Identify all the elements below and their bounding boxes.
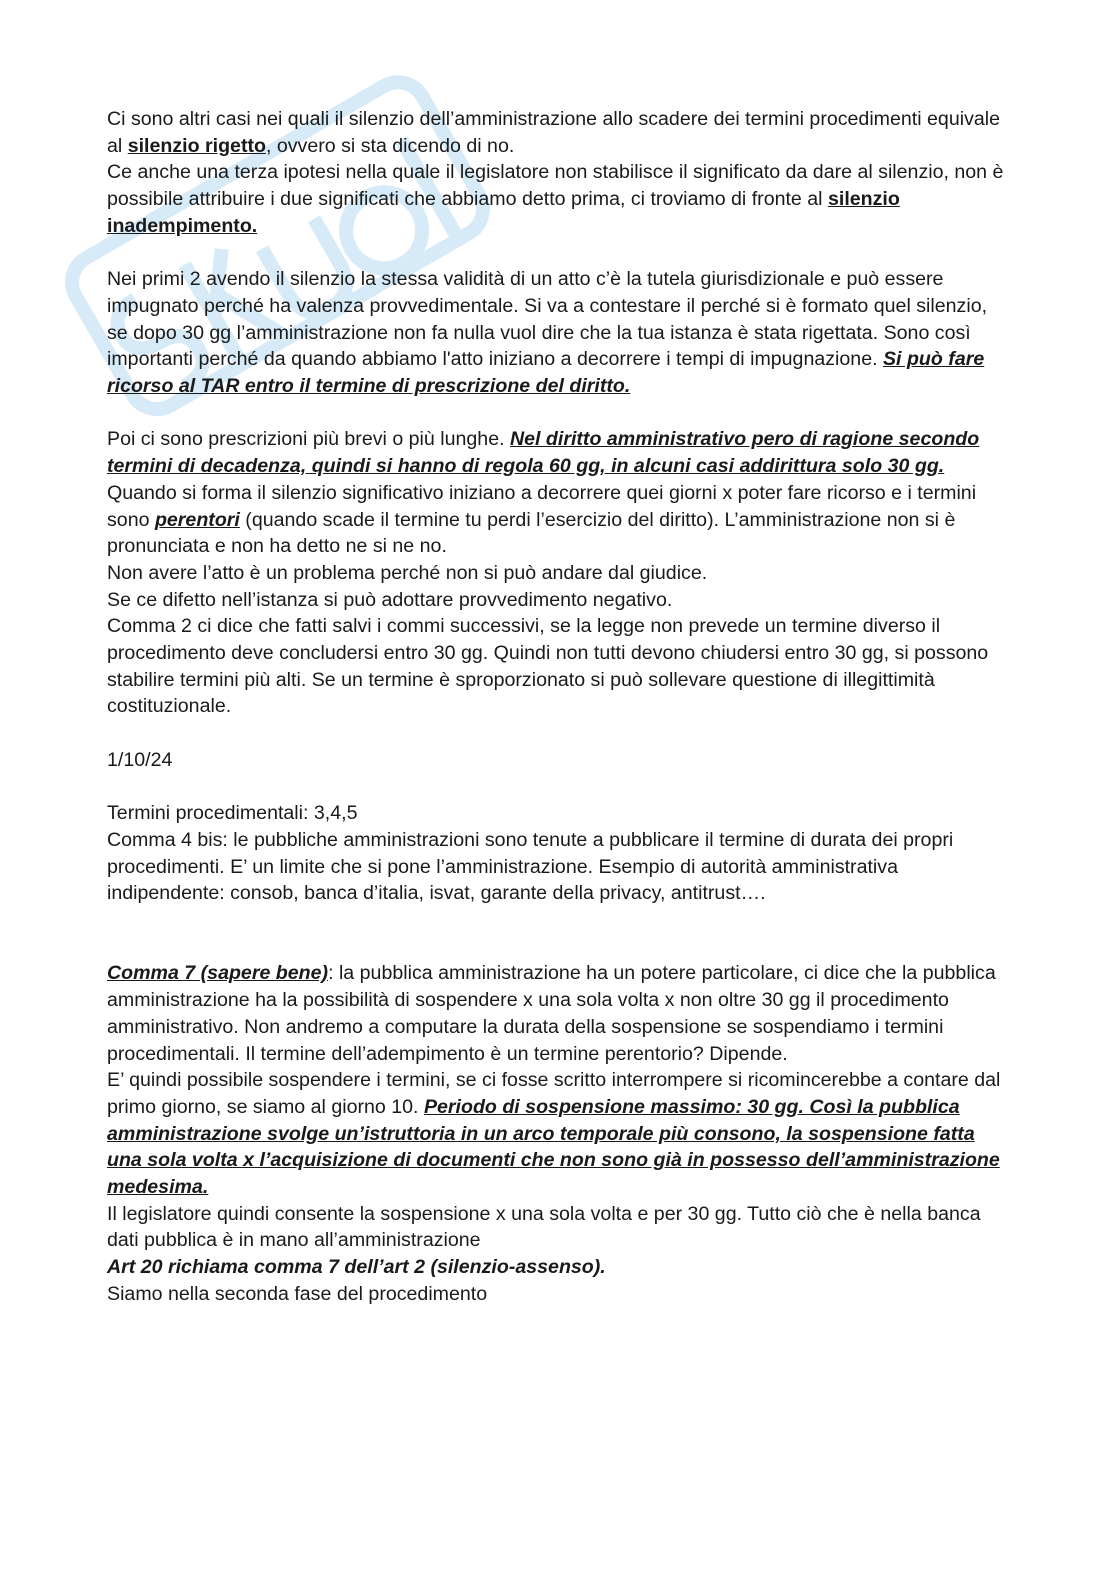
lecture-date: 1/10/24 bbox=[107, 748, 173, 771]
paragraph-silenzio-inadempimento: Ce anche una terza ipotesi nella quale il legislatore non stabilisce il significato da dare al silenzio, non è possibile attribuire i due significati che abbiamo detto prima, ci troviamo di fronte al silenzio inadempimento. bbox=[107, 161, 1004, 237]
paragraph-seconda-fase: Siamo nella seconda fase del procedimento bbox=[107, 1282, 488, 1305]
highlight-ricorso-tar: Si può fare ricorso al TAR entro il termine di prescrizione del diritto. bbox=[107, 348, 985, 398]
paragraph-termini-procedimentali: Termini procedimentali: 3,4,5 bbox=[107, 802, 358, 825]
paragraph-comma-2: Comma 2 ci dice che fatti salvi i commi successivi, se la legge non prevede un termine diverso il procedimento deve concludersi entro 30 gg. Quindi non tutti devono chiudersi entro 30 gg, si possono stabilire termini più alti. Se un termine è sproporzionato si può sollevare questione di illegittimità costituzionale. bbox=[107, 615, 989, 718]
paragraph-legislatore-sospensione: Il legislatore quindi consente la sospensione x una sola volta e per 30 gg. Tutto ciò che è nella banca dati pubblica è in mano all’amministrazione bbox=[107, 1202, 981, 1252]
paragraph-tutela-giurisdizionale: Nei primi 2 avendo il silenzio la stessa validità di un atto c’è la tutela giurisdizionale e può essere impugnato perché ha valenza provvedimentale. Si va a contestare il perché si è formato quel silenzio, se dopo 30 gg l’amministrazione non fa nulla vuol dire che la tua istanza è stata rigettata. Sono così importanti perché da quando abbiamo l'atto iniziano a decorrere i tempi di impugnazione. Si può fare ricorso al TAR entro il termine di prescrizione del diritto. bbox=[107, 268, 988, 398]
paragraph-silenzio-rigetto: Ci sono altri casi nei quali il silenzio dell’amministrazione allo scadere dei termini procedimenti equivale al silenzio rigetto, ovvero si sta dicendo di no. bbox=[107, 108, 1001, 157]
paragraph-sospensione: E’ quindi possibile sospendere i termini, se ci fosse scritto interrompere si ricomincerebbe a contare dal primo giorno, se siamo al giorno 10. Periodo di sospensione massimo: 30 gg. Così la pubblica amministrazione svolge un’istruttoria in un arco temporale più consono, la sospensione fatta una sola volta x l’acquisizione di documenti che non sono già in possesso dell’amministrazione medesima. bbox=[107, 1069, 1001, 1199]
heading-comma-7: Comma 7 (sapere bene) bbox=[107, 962, 329, 985]
term-silenzio-rigetto: silenzio rigetto bbox=[127, 134, 266, 157]
paragraph-comma-7: Comma 7 (sapere bene): la pubblica amministrazione ha un potere particolare, ci dice che la pubblica amministrazione ha la possibilità di sospendere x una sola volta x non oltre 30 gg il procedimento amministrativo. Non andremo a computare la durata della sospensione se sospendiamo i termini procedimentali. Il termine dell’adempimento è un termine perentorio? Dipende. bbox=[107, 962, 996, 1065]
notes-page bbox=[107, 106, 1007, 1308]
paragraph-atto-giudice: Non avere l’atto è un problema perché non si può andare dal giudice. bbox=[107, 561, 708, 584]
paragraph-prescrizioni: Poi ci sono prescrizioni più brevi o più lunghe. Nel diritto amministrativo pero di ragione secondo termini di decadenza, quindi si hanno di regola 60 gg, in alcuni casi addirittura solo 30 gg. Quando si forma il silenzio significativo iniziano a decorrere quei giorni x poter fare ricorso e i termini sono perentori (quando scade il termine tu perdi l’esercizio del diritto). L’amministrazione non si è pronunciata e non ha detto ne si ne no. bbox=[107, 428, 980, 558]
paragraph-comma-4-bis: Comma 4 bis: le pubbliche amministrazioni sono tenute a pubblicare il termine di durata dei propri procedimenti. E’ un limite che si pone l’amministrazione. Esempio di autorità amministrativa indipendente: consob, banca d’italia, isvat, garante della privacy, antitrust…. bbox=[107, 828, 954, 905]
highlight-periodo-sospensione: Periodo di sospensione massimo: 30 gg. Così la pubblica amministrazione svolge un’istruttoria in un arco temporale più consono, la sospensione fatta una sola volta x l’acquisizione di documenti che non sono già in possesso dell’amministrazione medesima. bbox=[107, 1095, 1000, 1199]
paragraph-art-20: Art 20 richiama comma 7 dell’art 2 (silenzio-assenso). bbox=[107, 1256, 606, 1279]
paragraph-difetto-istanza: Se ce difetto nell’istanza si può adottare provvedimento negativo. bbox=[107, 588, 673, 611]
term-silenzio-inadempimento: silenzio inadempimento. bbox=[107, 188, 900, 237]
highlight-termini-decadenza: Nel diritto amministrativo pero di ragione secondo termini di decadenza, quindi si hanno di regola 60 gg, in alcuni casi addirittura solo 30 gg. bbox=[107, 428, 980, 478]
term-perentori: perentori bbox=[154, 508, 240, 531]
